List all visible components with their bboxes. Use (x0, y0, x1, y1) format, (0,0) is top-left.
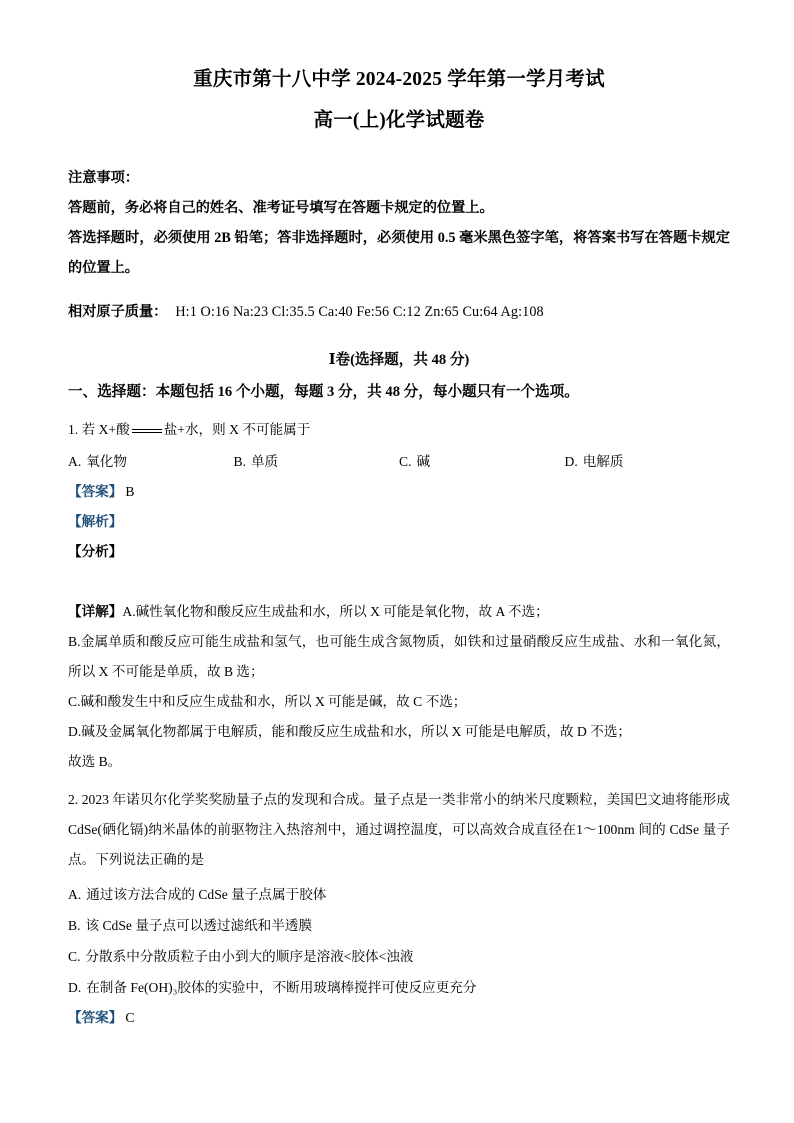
question-1-detail-conclusion: 故选 B。 (68, 753, 122, 769)
question-1-answer-line (68, 477, 730, 507)
option-a-letter: A. (68, 453, 82, 469)
notice-line-2: 答选择题时，必须使用 2B 铅笔；答非选择题时，必须使用 0.5 毫米黑色签字笔，将答案书写在答题卡规定的位置上。 (68, 229, 730, 276)
question-1-option-b[interactable] (234, 447, 400, 477)
atomic-mass-values: H:1 O:16 Na:23 Cl:35.5 Ca:40 Fe:56 C:12 Zn:65 Cu:64 Ag:108 (175, 303, 544, 320)
option-a-letter: A. (68, 886, 82, 902)
question-1-number: 1. (68, 421, 79, 437)
question-1-detail-c: C.碱和酸发生中和反应生成盐和水，所以 X 可能是碱，故 C 不选； (68, 693, 467, 709)
question-2-answer-value: C (125, 1009, 135, 1025)
answer-label: 【答案】 (68, 483, 123, 499)
parse-label: 【解析】 (68, 513, 123, 529)
question-1-answer-value: B (125, 483, 135, 499)
question-2-options (68, 875, 730, 1003)
option-d-text: 在制备 Fe(OH)₃胶体的实验中，不断用玻璃棒搅拌可使反应更充分 (86, 979, 477, 995)
analysis-body-spacer (68, 567, 730, 597)
section-header: Ⅰ卷(选择题，共 48 分) (328, 351, 470, 368)
question-2-option-b[interactable] (68, 910, 730, 941)
notice-line-1: 答题前，务必将自己的姓名、准考证号填写在答题卡规定的位置上。 (68, 199, 494, 216)
section-intro: 一、选择题：本题包括 16 个小题，每题 3 分，共 48 分，每小题只有一个选项。 (68, 383, 579, 400)
option-a-text: 氧化物 (86, 453, 127, 469)
question-1-detail-first (68, 597, 730, 627)
analysis-label: 【分析】 (68, 543, 123, 559)
question-1-detail-b: B.金属单质和酸反应可能生成盐和氢气，也可能生成含氮物质，如铁和过量硝酸反应生成盐、水和一氧化氮，所以 X 不可能是单质，故 B 选； (68, 633, 730, 679)
option-b-text: 单质 (250, 453, 279, 469)
option-c-letter: C. (68, 948, 81, 964)
option-b-letter: B. (233, 453, 246, 469)
question-1-option-a[interactable] (68, 447, 234, 477)
question-1 (68, 415, 730, 777)
option-d-text: 电解质 (582, 453, 624, 469)
option-b-text: 该 CdSe 量子点可以透过滤纸和半透膜 (85, 917, 313, 933)
question-1-stem-before: 若 X+酸 (81, 421, 130, 437)
option-c-letter: C. (399, 453, 412, 469)
option-c-text: 分散系中分散质粒子由小到大的顺序是溶液<胶体<浊液 (85, 948, 414, 964)
question-1-stem-after: 盐+水，则 X 不可能属于 (163, 421, 311, 437)
detail-label: 【详解】 (68, 603, 123, 619)
question-2 (68, 785, 730, 1033)
option-b-letter: B. (68, 917, 81, 933)
question-1-detail-d: D.碱及金属氧化物都属于电解质，能和酸反应生成盐和水，所以 X 可能是电解质，故 D 不选； (68, 723, 632, 739)
atomic-mass-label: 相对原子质量： (68, 303, 168, 320)
page-content (68, 0, 730, 1033)
option-d-letter: D. (564, 453, 578, 469)
reversible-reaction-arrow-icon (132, 424, 162, 438)
page-title: 重庆市第十八中学 2024-2025 学年第一学月考试 (193, 69, 605, 90)
question-1-options (68, 445, 730, 477)
answer-label: 【答案】 (68, 1009, 123, 1025)
option-c-text: 碱 (416, 453, 431, 469)
notice-heading: 注意事项： (68, 169, 139, 186)
option-a-text: 通过该方法合成的 CdSe 量子点属于胶体 (86, 886, 327, 902)
notice-block (68, 163, 730, 283)
atomic-mass-line (68, 297, 730, 327)
question-2-number: 2. (68, 791, 79, 807)
question-1-detail-first-text: A.碱性氧化物和酸反应生成盐和水，所以 X 可能是氧化物，故 A 不选； (122, 603, 549, 619)
question-1-option-d[interactable] (565, 447, 731, 477)
question-2-stem-text: 2023 年诺贝尔化学奖奖励量子点的发现和合成。量子点是一类非常小的纳米尺度颗粒，美国巴文迪将能形成 CdSe(硒化镉)纳米晶体的前驱物注入热溶剂中，通过调控温度，可以高效合成直径在1～100nm 间的 CdSe 量子点。下列说法正确的是 (68, 791, 730, 867)
question-1-stem (68, 415, 730, 445)
question-1-option-c[interactable] (399, 447, 565, 477)
question-2-stem (68, 785, 730, 875)
question-1-parse-line (68, 507, 730, 537)
page-subtitle: 高一(上)化学试题卷 (313, 110, 485, 132)
question-2-option-d[interactable] (68, 972, 730, 1003)
question-2-option-a[interactable] (68, 879, 730, 910)
option-d-letter: D. (68, 979, 82, 995)
question-2-option-c[interactable] (68, 941, 730, 972)
question-1-analysis-line (68, 537, 730, 567)
question-2-answer-line (68, 1003, 730, 1033)
